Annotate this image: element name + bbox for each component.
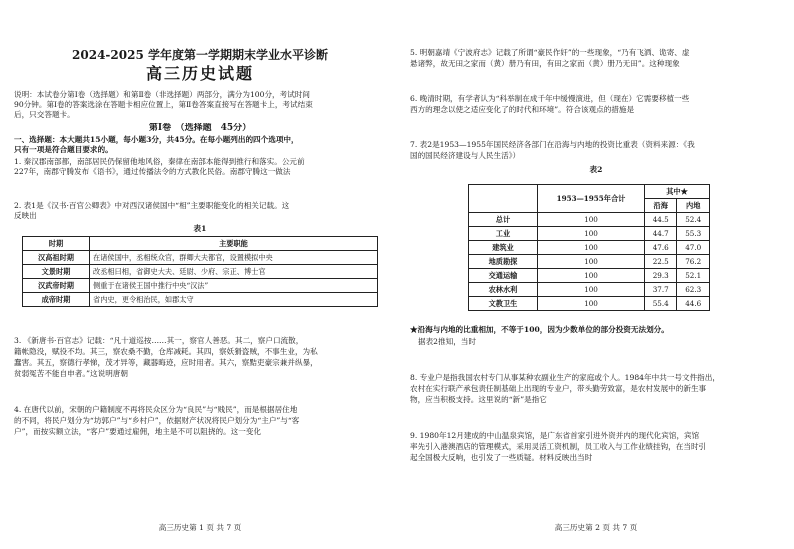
page-footer: 高三历史第 2 页 共 7 页 (554, 523, 638, 532)
q4-line-3: 户”，而按实额立法，“客户”要通过雇佣，地主是不可以阻挠的。这一变化 (14, 427, 262, 436)
table2-header-of-which: 其中★ (644, 185, 709, 199)
table-row (469, 283, 710, 297)
table-row (469, 241, 710, 255)
q8-line-3: 物，应当积极支持。这里说的“新”是指它 (410, 395, 547, 404)
table2-corner-cell (469, 185, 538, 213)
table2-cell: 交通运输 (469, 269, 538, 283)
table1-header-period: 时期 (23, 237, 90, 251)
table2-cell: 47.6 (644, 241, 677, 255)
q7-line-2: 国的国民经济建设与人民生活》） (410, 151, 521, 160)
q9-line-2: 率先引入港澳酒店的管理模式，采用灵活工资机制，员工收入与工作业绩挂钩，在当时引 (410, 442, 707, 451)
table2-cell: 44.7 (644, 227, 677, 241)
section-heading: 第Ⅰ卷 （选择题 45分） (148, 123, 252, 133)
table-row (23, 265, 378, 279)
table-row (23, 293, 378, 307)
q7-line-1: 7. 表2是1953—1955年国民经济各部门在沿海与内地的投资比重表（资料来源：《我 (410, 140, 695, 149)
table2-cell: 建筑业 (469, 241, 538, 255)
q3-line-3: 蠢害。其五，察德行孝悌，茂才异等，藏器晦迹，应时用者。其六，察黠吏豪宗兼并纵暴， (14, 358, 318, 367)
table2-header-row-1 (469, 185, 710, 199)
q6-line-1: 6. 晚清时期，有学者认为“科举制在成千年中缓慢演进，但（现在）它需要移植一些 (410, 94, 690, 103)
q4-line-1: 4. 在唐代以前，宋朝的户籍制度不再将民众区分为“良民”与“贱民”，而是根据居住地 (14, 405, 298, 414)
table1-cell: 在诸侯国中，丞相统众官，群卿大夫都官，设置模拟中央 (90, 251, 378, 265)
table2-cell: 37.7 (644, 283, 677, 297)
left-page (14, 0, 386, 549)
q5-line-1: 5. 明朝嘉靖《宁波府志》记载了所谓“豪民作奸”的一些现象，“乃有飞洒、诡寄、虚 (410, 48, 690, 57)
notes-line-2: 90分钟。第Ⅰ卷的答案选涂在答题卡相应位置上，第Ⅱ卷答案直接写在答题卡上，考试结束 (14, 100, 313, 109)
table2-cell: 55.3 (677, 227, 710, 241)
q5-line-2: 悬诸弊，故无田之家而（黄）册乃有田，有田之家而（黄）册乃无田”。这种现象 (410, 59, 680, 68)
table2-cell: 44.5 (644, 213, 677, 227)
table2-cell: 100 (538, 241, 645, 255)
q7-continuation: 据表2推知，当时 (418, 337, 476, 346)
q2-line-2: 反映出 (14, 211, 37, 220)
table2-header-total: 1953—1955年合计 (538, 185, 645, 213)
table1-cell: 侧重于在诸侯王国中推行中央“汉法” (90, 279, 378, 293)
table1-cell: 改丞相曰相，省御史大夫、廷尉、少府、宗正、博士官 (90, 265, 378, 279)
table2-caption: 表2 (589, 165, 603, 174)
table1-cell: 成帝时期 (23, 293, 90, 307)
table2-cell: 文教卫生 (469, 297, 538, 311)
table2-cell: 55.4 (644, 297, 677, 311)
table2-cell: 100 (538, 297, 645, 311)
page-footer: 高三历史第 1 页 共 7 页 (158, 523, 242, 532)
table2-cell: 44.6 (677, 297, 710, 311)
table2-cell: 100 (538, 227, 645, 241)
q4-line-2: 的不同，将民户划分为“坊郭户”与“乡村户”，依据财产状况将民户划分为“主户”与“客 (14, 416, 300, 425)
table2-cell: 地质勘探 (469, 255, 538, 269)
table1-cell: 汉高祖时期 (23, 251, 90, 265)
table2-cell: 76.2 (677, 255, 710, 269)
table-row (469, 213, 710, 227)
table2-cell: 52.4 (677, 213, 710, 227)
q8-line-2: 农村在实行联产承包责任制基础上出现的专业户，带头勤劳致富，是农村发展中的新生事 (410, 384, 707, 393)
table2-cell: 29.3 (644, 269, 677, 283)
exam-title: 2024-2025 学年度第一学期期末学业水平诊断 (72, 48, 328, 62)
table2-cell: 总计 (469, 213, 538, 227)
q8-line-1: 8. 专业户是指我国农村专门从事某种农副业生产的家庭或个人。1984年中共一号文件指出， (410, 373, 720, 382)
table2-header-inland: 内地 (677, 199, 710, 213)
table2-note: ★沿海与内地的比重相加，不等于100，因为少数单位的部分投资无法划分。 (410, 325, 669, 334)
exam-subtitle: 高三历史试题 (145, 64, 254, 83)
table2 (468, 184, 710, 311)
table-row (469, 297, 710, 311)
table1-cell: 省内史，更令相治民，如郡太守 (90, 293, 378, 307)
table2-header-coastal: 沿海 (644, 199, 677, 213)
q3-line-2: 籍帐隐没，赋役不均。其三，察农桑不勤，仓库减耗。其四，察妖猾盗贼，不事生业，为私 (14, 347, 318, 356)
table1 (22, 236, 378, 307)
table1-cell: 文景时期 (23, 265, 90, 279)
q2-line-1: 2. 表1是《汉书·百官公卿表》中对西汉诸侯国中“相”主要职能变化的相关记载。这 (14, 201, 290, 210)
table1-cell: 汉武帝时期 (23, 279, 90, 293)
q6-line-2: 西方的理念以使之适应变化了的时代和环境”。符合该观点的措施是 (410, 105, 635, 114)
table1-header-function: 主要职能 (90, 237, 378, 251)
notes-line-1: 说明：本试卷分第Ⅰ卷（选择题）和第Ⅱ卷（非选择题）两部分，满分为100分，考试时间 (14, 90, 311, 99)
instructions-line-2: 只有一项是符合题目要求的。 (14, 145, 113, 154)
q3-line-4: 贫弱冤苦不能自申者。”这说明唐朝 (14, 369, 128, 378)
table2-cell: 100 (538, 283, 645, 297)
table2-cell: 22.5 (644, 255, 677, 269)
table2-cell: 62.3 (677, 283, 710, 297)
table-row (23, 279, 378, 293)
table2-cell: 农林水利 (469, 283, 538, 297)
table-row (469, 227, 710, 241)
q9-line-1: 9. 1980年12月建成的中山温泉宾馆，是广东省首家引进外资并内的现代化宾馆，宾馆 (410, 431, 700, 440)
table2-cell: 100 (538, 269, 645, 283)
table2-cell: 工业 (469, 227, 538, 241)
q1-line-2: 227年，南郡守腾发布《语书》，通过传播法令的方式教化民俗。南郡守腾这一做法 (14, 167, 291, 176)
table2-cell: 100 (538, 213, 645, 227)
table1-caption: 表1 (193, 224, 207, 233)
q3-line-1: 3. 《新唐书·百官志》记载：“凡十道巡按……其一，察官人善恶。其二，察户口流散， (14, 336, 304, 345)
table2-cell: 100 (538, 255, 645, 269)
notes-line-3: 后，只交答题卡。 (14, 110, 75, 119)
table-row (469, 269, 710, 283)
table-row (23, 251, 378, 265)
table-row (469, 255, 710, 269)
table2-cell: 47.0 (677, 241, 710, 255)
table2-cell: 52.1 (677, 269, 710, 283)
table1-header-row (23, 237, 378, 251)
q9-line-3: 起全国极大反响，也引发了一些质疑。材料反映出当时 (410, 453, 593, 462)
instructions-line-1: 一、选择题：本大题共15小题，每小题3分，共45分。在每小题列出的四个选项中， (14, 135, 299, 144)
right-page (410, 0, 782, 549)
q1-line-1: 1. 秦汉郡南部都，南部居民仍保留他地风俗，秦律在南部本能得到推行和落实。公元前 (14, 157, 305, 166)
